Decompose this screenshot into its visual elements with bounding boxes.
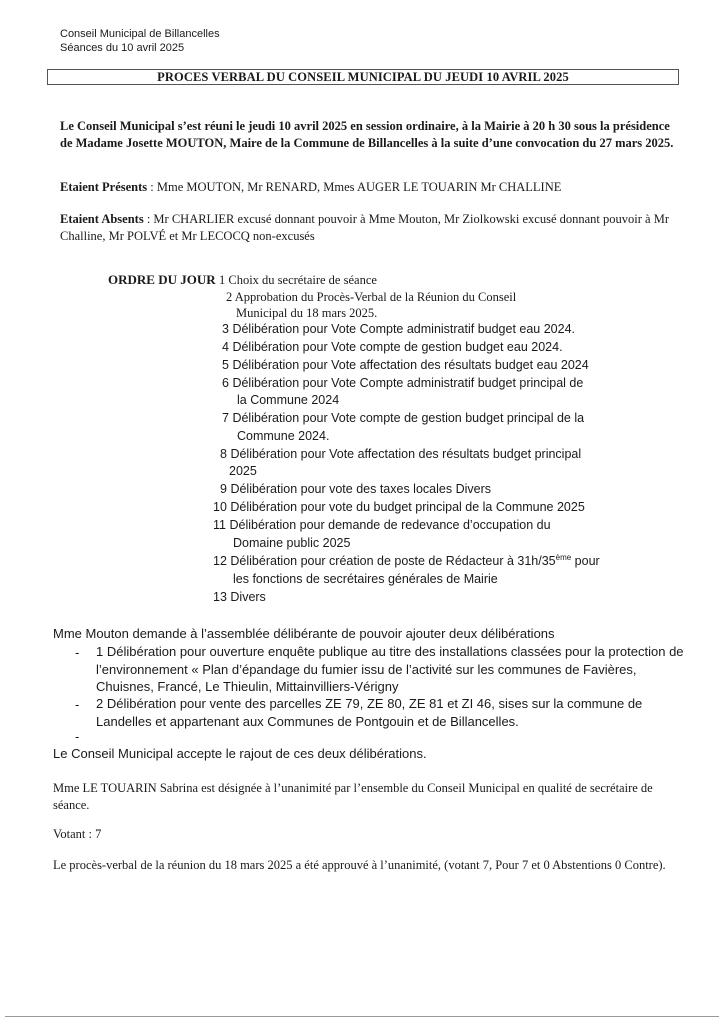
votant-line: Votant : 7: [53, 827, 102, 841]
agenda-item-continuation: Commune 2024.: [237, 429, 330, 443]
ajout-accept: Le Conseil Municipal accepte le rajout de ces deux délibérations.: [53, 746, 427, 761]
header-session-date: Séances du 10 avril 2025: [60, 42, 185, 54]
agenda-item: [222, 321, 575, 338]
ajout-bullet-1: 1 Délibération pour ouverture enquête publique au titre des installations classées pour la protection de l’environnement « Plan d’épandage du fumier issu de l’activité sur les communes de Favières, Chuisnes, Francé, Le Thieulin, Mittainvilliers-Vérigny: [96, 644, 684, 694]
intro-paragraph: Le Conseil Municipal s’est réuni le jeudi 10 avril 2025 en session ordinaire, à la Mairie à 20 h 30 sous la présidence de Madame Josette MOUTON, Maire de la Commune de Billancelles à la suite d’une convocation du 27 mars 2025.: [60, 119, 674, 150]
agenda-item: [222, 410, 584, 427]
agenda-item-number: 5: [222, 358, 229, 372]
agenda-item-text: Délibération pour vote du budget principal de la Commune 2025: [230, 500, 585, 514]
agenda-item-continuation: Municipal du 18 mars 2025.: [236, 306, 378, 320]
bullet-dash: -: [75, 645, 80, 660]
agenda-item-text: [230, 554, 599, 568]
agenda-item: [213, 553, 600, 570]
agenda-item-number: 6: [222, 376, 229, 390]
agenda-item-number: 4: [222, 340, 229, 354]
presents-paragraph: [60, 179, 680, 196]
agenda-item-continuation: 2025: [229, 464, 257, 478]
agenda-item-number: 9: [220, 482, 227, 496]
agenda-item: [220, 446, 581, 463]
presents-label: Etaient Présents: [60, 180, 148, 194]
agenda-item: [222, 357, 589, 374]
absents-paragraph: [60, 211, 680, 245]
agenda-item: [222, 339, 563, 356]
agenda-item-text: Choix du secrétaire de séance: [228, 273, 377, 287]
secretaire-paragraph: Mme LE TOUARIN Sabrina est désignée à l’unanimité par l’ensemble du Conseil Municipal en qualité de secrétaire de séance.: [53, 781, 653, 812]
bullet-dash-empty: -: [75, 729, 80, 744]
agenda-item-text: Divers: [230, 590, 266, 604]
agenda-item: [219, 272, 377, 289]
agenda-item-number: 2: [226, 290, 233, 304]
absents-label: Etaient Absents: [60, 212, 144, 226]
agenda-item-number: 7: [222, 411, 229, 425]
agenda-item-text: Délibération pour Vote Compte administratif budget principal de: [232, 376, 584, 390]
agenda-item: [213, 499, 585, 516]
agenda-item-number: 13: [213, 590, 227, 604]
agenda-item-text-end: pour: [571, 554, 600, 568]
agenda-item-continuation: les fonctions de secrétaires générales de Mairie: [233, 572, 498, 586]
agenda-item: [222, 375, 583, 392]
agenda-item-continuation: la Commune 2024: [237, 393, 340, 407]
presents-text: : Mme MOUTON, Mr RENARD, Mmes AUGER LE TOUARIN Mr CHALLINE: [147, 180, 562, 194]
absents-text: : Mr CHARLIER excusé donnant pouvoir à Mme Mouton, Mr Ziolkowski excusé donnant pouvoir à Mr Challine, Mr POLVÉ et Mr LECOCQ non-excusés: [60, 212, 669, 243]
bullet-dash: -: [75, 697, 80, 712]
agenda-item-text: Délibération pour Vote compte de gestion budget principal de la: [232, 411, 585, 425]
agenda-item-number: 3: [222, 322, 229, 336]
agenda-item-text: Délibération pour Vote compte de gestion budget eau 2024.: [232, 340, 563, 354]
agenda-item-text: Délibération pour Vote Compte administratif budget eau 2024.: [232, 322, 576, 336]
agenda-item-number: 8: [220, 447, 227, 461]
agenda-item: [213, 517, 551, 534]
document-title: PROCES VERBAL DU CONSEIL MUNICIPAL DU JEUDI 10 AVRIL 2025: [47, 69, 679, 85]
agenda-item-text: Délibération pour vote des taxes locales Divers: [230, 482, 491, 496]
agenda-item-superscript: ème: [555, 552, 572, 562]
pv-approval-paragraph: Le procès-verbal de la réunion du 18 mars 2025 a été approuvé à l’unanimité, (votant 7, Pour 7 et 0 Abstentions 0 Contre).: [53, 858, 666, 872]
page-bottom-rule: [5, 1016, 719, 1017]
ordre-du-jour-label: ORDRE DU JOUR: [108, 272, 216, 287]
agenda-item-number: 11: [213, 518, 226, 532]
agenda-item-number: 12: [213, 554, 227, 568]
agenda-item-text: Délibération pour demande de redevance d’occupation du: [229, 518, 551, 532]
agenda-item: [220, 481, 491, 498]
agenda-item: [213, 589, 266, 606]
agenda-item-text: Délibération pour Vote affectation des résultats budget eau 2024: [232, 358, 589, 372]
agenda-item-text: Délibération pour Vote affectation des résultats budget principal: [230, 447, 582, 461]
agenda-item: [226, 289, 516, 306]
agenda-item-continuation: Domaine public 2025: [233, 536, 351, 550]
agenda-item-text: Approbation du Procès-Verbal de la Réunion du Conseil: [234, 290, 517, 304]
agenda-item-number: 10: [213, 500, 227, 514]
agenda-item-number: 1: [219, 273, 226, 287]
agenda-item-text-main: Délibération pour création de poste de Rédacteur à 31h/35: [230, 554, 556, 568]
ajout-bullet-2: 2 Délibération pour vente des parcelles ZE 79, ZE 80, ZE 81 et ZI 46, sises sur la commune de Landelles et appartenant aux Communes de Pontgouin et de Billancelles.: [96, 696, 643, 729]
header-council-name: Conseil Municipal de Billancelles: [60, 28, 220, 40]
ajout-intro: Mme Mouton demande à l’assemblée délibérante de pouvoir ajouter deux délibérations: [53, 626, 555, 641]
